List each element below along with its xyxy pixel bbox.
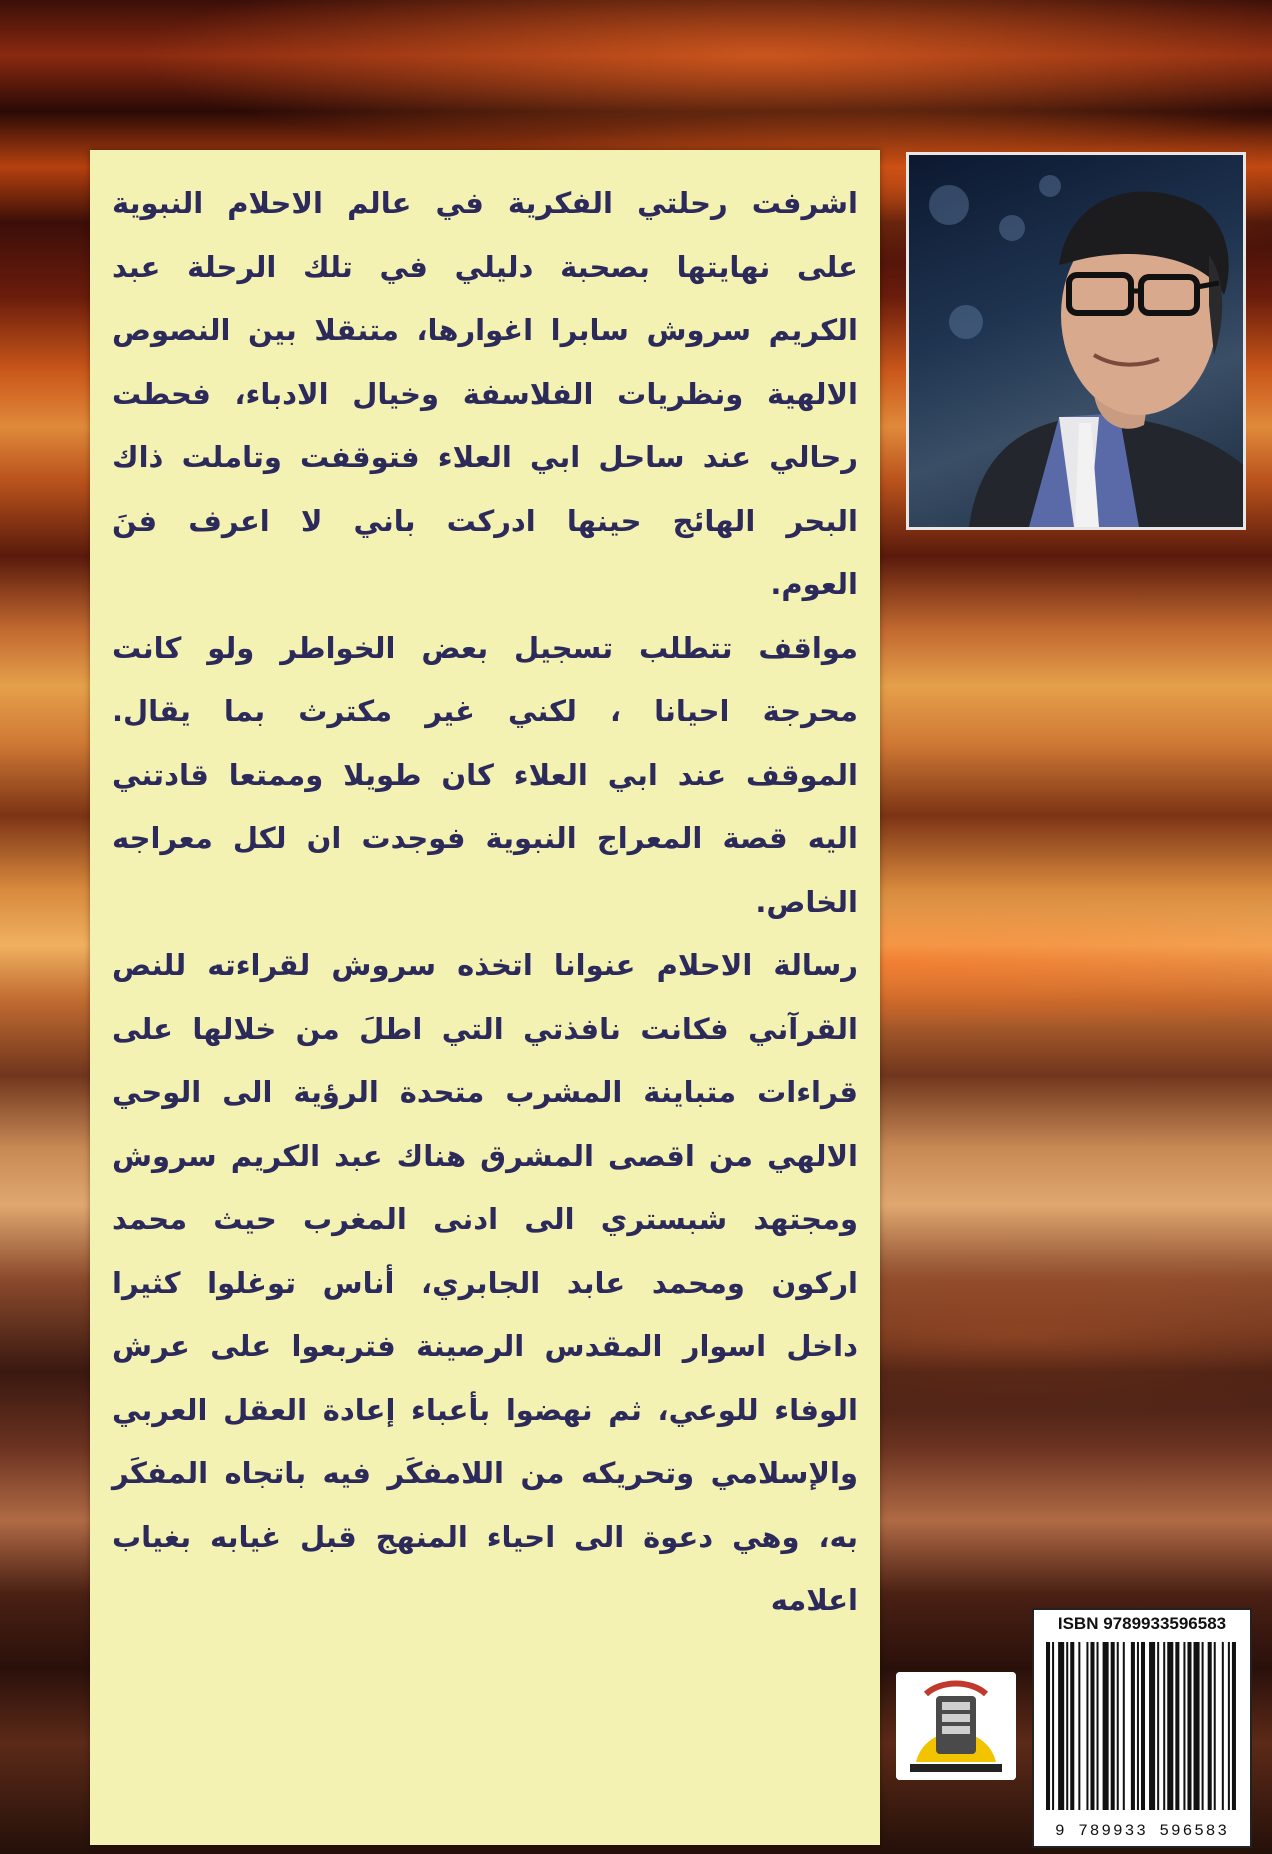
author-photo	[906, 152, 1246, 530]
author-portrait-illustration	[909, 155, 1243, 527]
blurb-line: اليه قصة المعراج النبوية فوجدت ان لكل معراجه	[112, 821, 858, 855]
blurb-line: رحالي عند ساحل ابي العلاء فتوقفت وتاملت ذاك	[112, 440, 858, 474]
blurb-line: قراءات متباينة المشرب متحدة الرؤية الى الوحي	[112, 1075, 858, 1109]
barcode-bar	[1097, 1642, 1099, 1810]
barcode-bar	[1183, 1642, 1185, 1810]
barcode-bar	[1123, 1642, 1125, 1810]
barcode-bar	[1232, 1642, 1236, 1810]
blurb-line: اركون ومحمد عابد الجابري، أناس توغلوا كثيرا	[112, 1265, 858, 1300]
blurb-line: رسالة الاحلام عنوانا اتخذه سروش لقراءته للنص	[112, 948, 858, 982]
barcode-bar	[1228, 1642, 1230, 1810]
blurb-line: الموقف عند ابي العلاء كان طويلا وممتعا قادتني	[112, 757, 858, 792]
barcode-bar	[1078, 1642, 1080, 1810]
blurb-line: والإسلامي وتحريكه من اللامفكَر فيه باتجاه المفكَر	[112, 1456, 858, 1490]
blurb-line: ومجتهد شبستري الى ادنى المغرب حيث محمد	[112, 1202, 858, 1236]
blurb-line: العوم.	[770, 567, 858, 601]
barcode-bar	[1167, 1642, 1173, 1810]
blurb-line: على نهايتها بصحبة دليلي في تلك الرحلة عبد	[112, 249, 858, 284]
barcode-digits: 9 789933 596583	[1054, 1822, 1230, 1840]
barcode-bar	[1070, 1642, 1074, 1810]
blurb-line: الالهي من اقصى المشرق هناك عبد الكريم سروش	[112, 1138, 858, 1173]
barcode-bars	[1046, 1642, 1240, 1810]
barcode-bar	[1090, 1642, 1094, 1810]
blurb-line: الوفاء للوعي، ثم نهضوا بأعباء إعادة العقل العربي	[112, 1392, 858, 1427]
blurb-line: الكريم سروش سابرا اغوارها، متنقلا بين النصوص	[112, 313, 858, 347]
barcode-bar	[1131, 1642, 1135, 1810]
barcode-bar	[1208, 1642, 1212, 1810]
barcode-bar	[1163, 1642, 1165, 1810]
barcode-bar	[1066, 1642, 1068, 1810]
blurb-line: محرجة احيانا ، لكني غير مكترث بما يقال.	[112, 694, 858, 728]
blurb-line: مواقف تتطلب تسجيل بعض الخواطر ولو كانت	[112, 630, 858, 665]
barcode-bar	[1052, 1642, 1054, 1810]
barcode-bar	[1111, 1642, 1115, 1810]
blurb-line: اعلامه	[770, 1583, 858, 1617]
barcode-bar	[1103, 1642, 1109, 1810]
barcode-bar	[1214, 1642, 1216, 1810]
blurb-line: به، وهي دعوة الى احياء المنهج قبل غيابه بغياب	[112, 1519, 858, 1554]
barcode-bar	[1202, 1642, 1204, 1810]
back-cover-text-panel	[90, 150, 880, 1845]
blurb-text	[112, 172, 858, 1633]
blurb-line: الالهية ونظريات الفلاسفة وخيال الادباء، فحطت	[112, 376, 858, 411]
isbn-barcode	[1032, 1608, 1252, 1848]
barcode-bar	[1194, 1642, 1200, 1810]
blurb-line: اشرفت رحلتي الفكرية في عالم الاحلام النبوية	[112, 186, 858, 220]
blurb-line: البحر الهائج حينها ادركت باني لا اعرف فنَ	[112, 503, 858, 538]
barcode-bar	[1137, 1642, 1139, 1810]
publisher-logo	[896, 1672, 1016, 1780]
barcode-bar	[1046, 1642, 1050, 1810]
barcode-bar	[1175, 1642, 1179, 1810]
barcode-bar	[1222, 1642, 1224, 1810]
publisher-logo-emblem	[896, 1672, 1016, 1780]
barcode-bar	[1187, 1642, 1191, 1810]
isbn-label: ISBN 9789933596583	[1057, 1614, 1227, 1633]
barcode-bar	[1149, 1642, 1155, 1810]
blurb-line: القرآني فكانت نافذتي التي اطلَ من خلالها على	[112, 1011, 858, 1046]
barcode-bar	[1086, 1642, 1088, 1810]
barcode-bar	[1157, 1642, 1159, 1810]
barcode-bar	[1117, 1642, 1119, 1810]
barcode-bar	[1141, 1642, 1145, 1810]
blurb-line: الخاص.	[755, 884, 858, 919]
barcode-bar	[1058, 1642, 1064, 1810]
blurb-line: داخل اسوار المقدس الرصينة فتربعوا على عرش	[112, 1329, 858, 1363]
